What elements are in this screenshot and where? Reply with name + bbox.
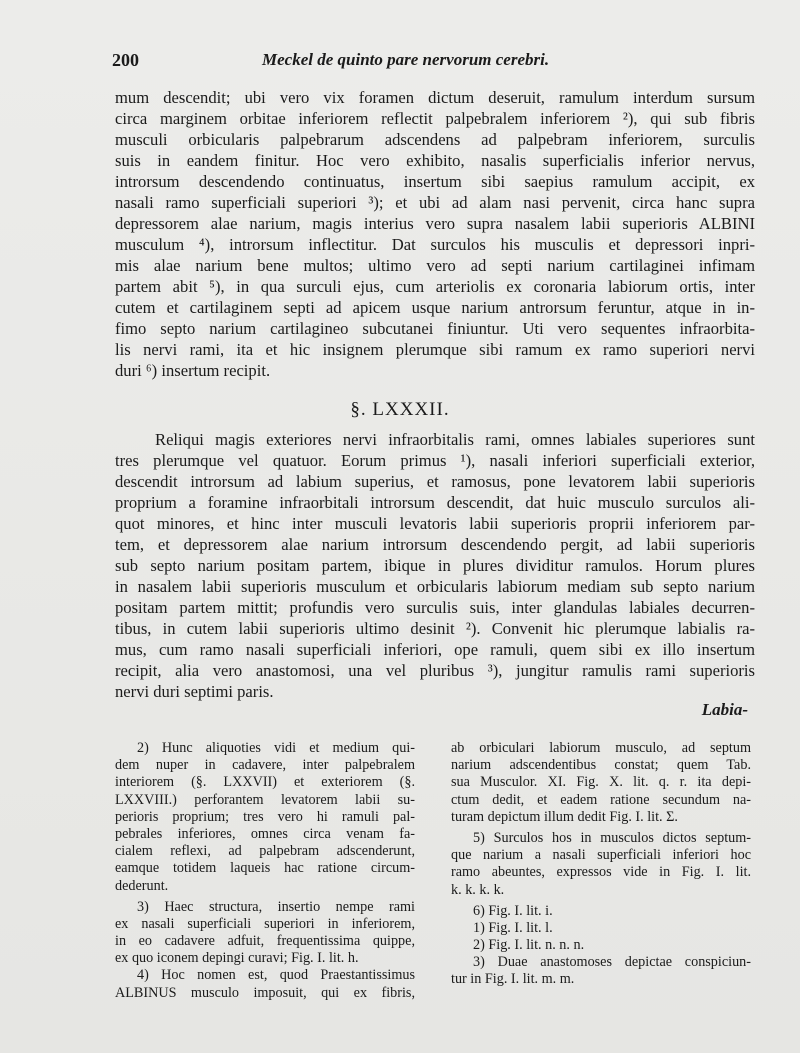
footnote-line: 4) Hoc nomen est, quod Praestantissimus [137,967,415,984]
text-line: depressorem alae narium, magis interius vero supra nasalem labii superioris ALBINI [115,214,755,233]
text-line: tem, et depressorem alae narium introrsum descendendo pergit, ad labii superioris [115,535,755,554]
footnote-line: in eo cadavere adfuit, frequentissima quippe, [115,933,415,950]
footnote-line: ctum dedit, et eadem ratione secundum na- [451,791,751,808]
text-line: recipit, alia vero anastomosi, una vel pluribus ³), jungitur ramulis rami superioris [115,661,755,680]
paragraph-2 [115,429,755,702]
footnote-line: k. k. k. k. [451,881,505,898]
footnote-line: sua Musculor. XI. Fig. X. lit. q. r. ita depi- [451,774,751,791]
text-line: introrsum descendendo continuatus, insertum sibi saepius ramulum accipit, ex [115,172,755,191]
footnote-line: dederunt. [115,877,169,894]
text-line: proprium a foramine infraorbitali introrsum descendit, dat huic musculo surculos ali- [115,493,755,512]
text-line: partem abit ⁵), in qua surculi ejus, cum arteriolis ex coronaria labiorum ortis, inter [115,277,755,296]
text-line: mus, cum ramo nasali superficiali inferiori, ope ramuli, quem sibi ex illo insertum [115,640,755,659]
text-line: sub septo narium positam partem, ibique in plures dividitur ramulos. Horum plures [115,556,755,575]
footnote-line: ab orbiculari labiorum musculo, ad septum [451,740,751,756]
footnote-line: 6) Fig. I. lit. i. [473,902,553,919]
footnote-line: 2) Hunc aliquoties vidi et medium qui- [137,740,415,756]
footnote-line: ramo abeuntes, expressos vide in Fig. I. lit. [451,864,751,881]
footnote-line: eamque totidem laqueis hac ratione circum- [115,860,415,877]
text-line: Reliqui magis exteriores nervi infraorbitalis rami, omnes labiales superiores sunt [155,430,755,449]
footnote-line: ex quo iconem depingi curavi; Fig. I. lit. h. [115,950,359,967]
running-head [112,50,732,72]
text-line: nervi duri septimi paris. [115,682,274,701]
footnote-line: interiorem (§. LXXVII) et exteriorem (§. [115,774,415,791]
text-line: nasali ramo superficiali superiori ³); et ubi ad alam nasi pervenit, circa hanc supra [115,193,755,212]
text-line: musculi orbicularis palpebrarum adscendens ad palpebram inferiorem, surculis [115,130,755,149]
text-line: musculum ⁴), introrsum inflectitur. Dat surculos his musculis et depressori inpri- [115,235,755,254]
text-line: lis nervi rami, ita et hic insignem plerumque sibi ramum ex ramo superiori nervi [115,340,755,359]
footnote-line: tur in Fig. I. lit. m. m. [451,971,575,988]
footnote-line: que narium a nasali superficiali inferiori hoc [451,847,751,864]
text-line: mum descendit; ubi vero vix foramen dictum deseruit, ramulum interdum sursum [115,88,755,107]
footnote-line: 3) Duae anastomoses depictae conspiciun- [473,954,751,971]
section-heading: §. LXXXII. [350,399,450,420]
text-line: quot minores, et hinc inter musculi levatoris labii superioris proprii inferiorem par- [115,514,755,533]
text-line: duri ⁶) insertum recipit. [115,361,271,380]
footnote-line: turam depictum illum dedit Fig. I. lit. Σ. [451,808,678,825]
footnote-line: 5) Surculos hos in musculos dictos septum- [473,829,751,846]
text-line: circa marginem orbitae inferiorem reflectit palpebralem inferiorem ²), qui sub fibris [115,109,755,128]
footnote-line: ALBINUS musculo imposuit, qui ex fibris, [115,984,415,1001]
footnote-line: 3) Haec structura, insertio nempe rami [137,898,415,915]
text-line: fimo septo narium cartilagineo subcutanei finiuntur. Uti vero sequentes infraorbita- [115,319,755,338]
text-line: in nasalem labii superioris musculum et orbicularis labiorum mediam sub septo narium [115,577,755,596]
page-number: 200 [112,50,139,70]
footnote-line: pebrales inferiores, omnes circa venam fa- [115,825,415,842]
text-line: positam partem mittit; profundis vero surculis suis, inter glandulas labiales decurren- [115,598,755,617]
main-text [115,87,755,381]
footnotes-right-column [451,740,751,989]
running-title: Meckel de quinto pare nervorum cerebri. [262,50,550,69]
text-line: suis in eandem finitur. Hoc vero exhibito, nasalis superficialis inferior nervus, [115,151,755,170]
footnote-line: 2) Fig. I. lit. n. n. n. [473,937,585,954]
text-line: descendit introrsum ad labium superius, et ramosus, pone levatorem labii superioris [115,472,755,491]
text-line: mis alae narium bene multos; ultimo vero ad septi narium cartilaginei infimam [115,256,755,275]
footnotes-left-column [115,740,415,1002]
footnote-line: perioris proprium; tres vero hi ramuli pal- [115,808,415,825]
paragraph-1 [115,87,755,381]
footnote-line: LXXVIII.) perforantem levatorem labii su- [115,791,415,808]
footnote-line: cialem reflexi, ad palpebram adscenderunt, [115,843,415,860]
text-line: tres plerumque vel quatuor. Eorum primus ¹), nasali inferiori superficiali exterior, [115,451,755,470]
footnote-line: dem nuper in cadavere, inter palpebralem [115,757,415,774]
text-line: tibus, in cutem labii superioris ultimo desinit ²). Convenit hic plerumque labialis ra- [115,619,755,638]
footnote-line: 1) Fig. I. lit. l. [473,919,553,936]
main-text-2 [115,429,755,702]
footnote-line: ex nasali superficiali superiori in inferiorem, [115,915,415,932]
catchword: Labia- [701,700,748,719]
footnote-line: narium adscendentibus constat; quem Tab. [451,757,751,774]
text-line: cutem et cartilaginem septi ad apicem usque narium antrorsum feruntur, atque in in- [115,298,755,317]
